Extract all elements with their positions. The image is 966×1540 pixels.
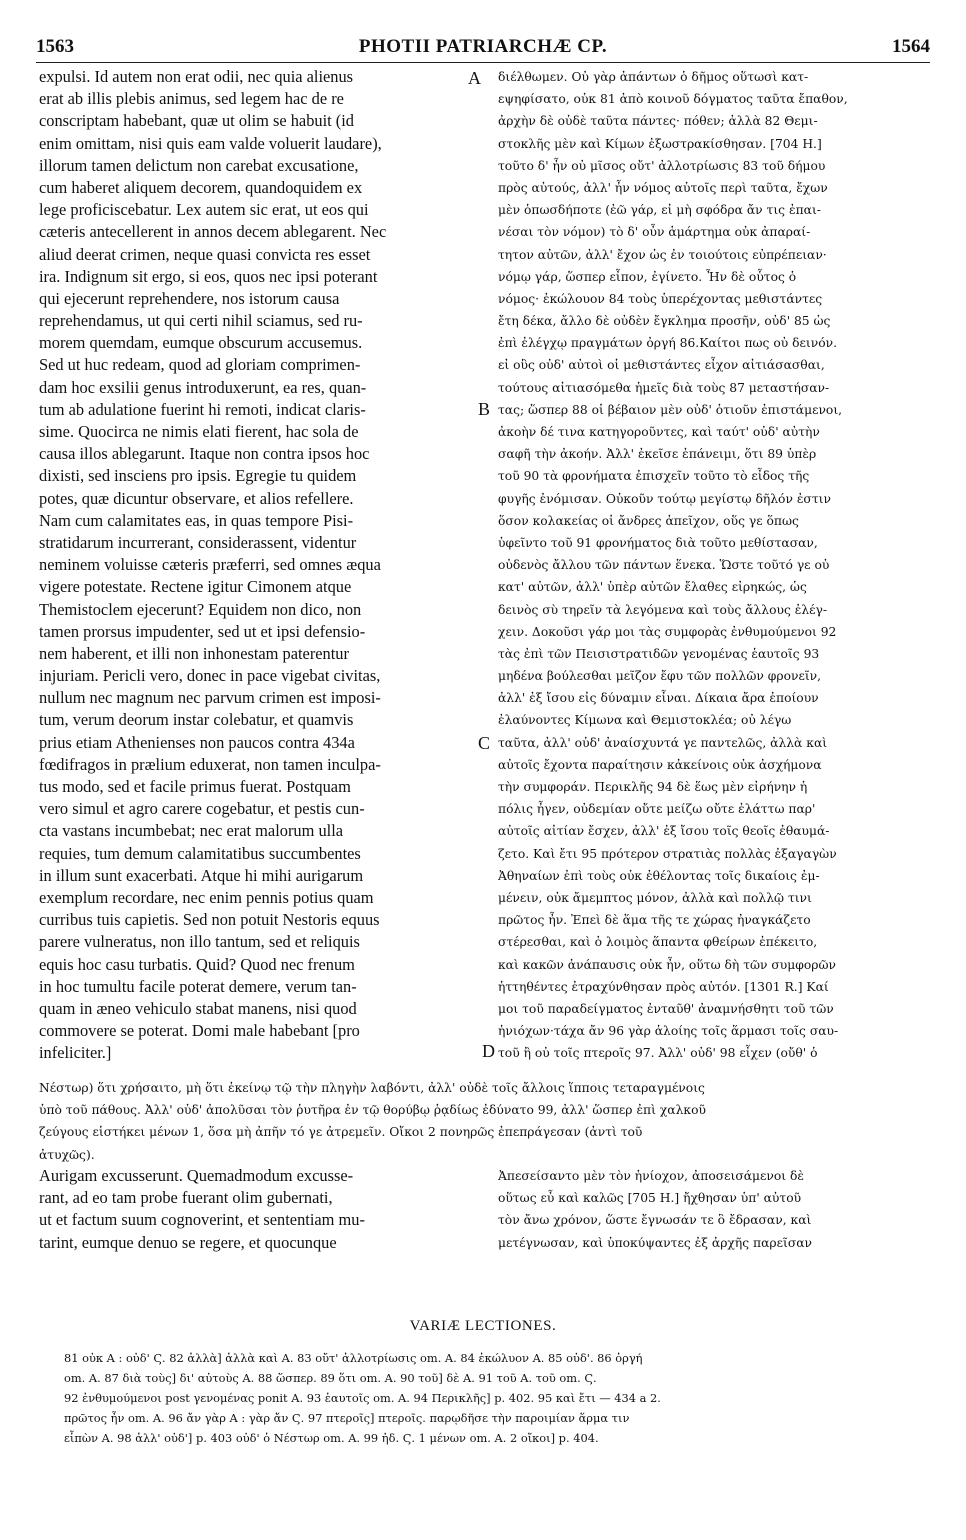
latin-text-line: lege proficiscebatur. Lex autem sic erat, ut eos qui: [39, 200, 369, 220]
variant-reading-line: 81 οὐκ A : οὐδ' Ϛ. 82 ἀλλὰ] ἀλλὰ καὶ A. 83 οὔτ' ἀλλοτρίωσις om. A. 84 ἐκώλυον A. 85 οὐδ'. 86 ὀργή: [64, 1351, 643, 1365]
greek-text-line: τας; ὥσπερ 88 οἱ βέβαιον μὲν οὐδ' ὁτιοῦν ἐπιστάμενοι,: [498, 402, 843, 417]
greek-text-line: οὐδενὸς ἄλλου τῶν πάντων ἕνεκα. Ὥστε τοῦτό γε οὐ: [498, 558, 830, 573]
latin-text-line: parere vulneratus, non illo tantum, sed et reliquis: [39, 932, 360, 952]
greek-text-line: ἐλαύνοντες Κίμωνα καὶ Θεμιστοκλέα; οὐ λέγω: [498, 713, 792, 728]
latin-text-line: reprehendamus, ut qui certi nihil sciamus, sed ru-: [39, 311, 363, 331]
latin-text-line: nem haberent, et illi non inhonestam paterentur: [39, 643, 349, 663]
variant-reading-line: om. A. 87 διὰ τοὺς] δι' αὐτοὺς A. 88 ὥσπερ. 89 ὅτι om. A. 90 τοῦ] δὲ A. 91 τοῦ A. τοῦ om. Ϛ.: [64, 1371, 597, 1385]
greek-text-line: τὸν ἄνω χρόνον, ὥστε ἔγνωσάν τε ὃ ἔδρασαν, καὶ: [498, 1213, 812, 1228]
greek-text-line: οὕτως εὖ καὶ καλῶς [705 H.] ἤχθησαν ὑπ' αὐτοῦ: [498, 1191, 802, 1206]
greek-text-line: αὐτοῖς ἔχοντα παραίτησιν κἀκείνοις οὐκ ἀσχήμονα: [498, 757, 822, 772]
greek-text-line: χειν. Δοκοῦσι γάρ μοι τὰς συμφορὰς ἐνθυμούμενοι 92: [498, 624, 837, 639]
greek-text-line: πρὸς αὐτούς, ἀλλ' ἦν νόμος αὐτοῖς περὶ ταῦτα, ἔχων: [498, 180, 828, 195]
greek-text-line: ἔτη δέκα, ἄλλο δὲ οὐδὲν ἔγκλημα προσῆν, οὐδ' 85 ὡς: [498, 314, 831, 329]
latin-text-line: tamen prorsus impudenter, sed ut et ipsi defensio-: [39, 621, 366, 641]
greek-text-line: νόμῳ γάρ, ὥσπερ εἶπον, ἐγίνετο. Ἦν δὲ οὗτος ὁ: [498, 269, 797, 284]
greek-text-line: αὐτοῖς αἰτίαν ἔσχεν, ἀλλ' ἐξ ἴσου τοῖς θεοῖς ἐθαυμά-: [498, 824, 830, 839]
greek-text-line: εἰ οὓς οὐδ' αὐτοὶ οἱ μεθιστάντες εἶχον αἰτιάσασθαι,: [498, 358, 825, 373]
greek-text-line: τὴν συμφοράν. Περικλῆς 94 δὲ ἕως μὲν εἰρήνην ἡ: [498, 780, 808, 794]
latin-text-line: vero simul et agro carere cogebatur, et pestis cun-: [39, 799, 365, 819]
greek-text-line: πόλις ἦγεν, οὐδεμίαν οὔτε μείζω οὔτε ἐλάττω παρ': [498, 802, 816, 817]
header-rule: [36, 62, 930, 63]
greek-text-line: μοι τοῦ παραδείγματος ἐνταῦθ' ἀναμνήσθητι τοῦ τῶν: [498, 1001, 834, 1016]
variant-reading-line: εἶπὼν A. 98 ἀλλ' οὐδ'] p. 403 οὐδ' ὁ Νέστωρ om. A. 99 ἠδ. Ϛ. 1 μένων om. A. 2 οἴκοι] p. 404.: [64, 1431, 599, 1445]
latin-text-line: rant, ad eo tam probe fuerant olim gubernati,: [39, 1188, 333, 1208]
latin-text-line: tum, verum deorum instar colebatur, et quamvis: [39, 710, 354, 730]
latin-text-line: Nam cum calamitates eas, in quas tempore Pisi-: [39, 510, 354, 530]
greek-text-line: ἀκοὴν δέ τινα κατηγοροῦντες, καὶ ταύτ' οὐδ' αὐτὴν: [498, 425, 820, 439]
greek-text-line: τοῦ ἢ οὐ τοῖς πτεροῖς 97. Ἀλλ' οὐδ' 98 εἶχεν (οὔθ' ὁ: [498, 1046, 818, 1061]
greek-text-line: ταῦτα, ἀλλ' οὐδ' ἀναίσχυντά γε παντελῶς, ἀλλὰ καὶ: [498, 735, 828, 750]
margin-letter-a: A: [468, 68, 481, 88]
greek-text-line: ὑφεῖντο τοῦ 91 φρονήματος διὰ τοῦτο μεθίστασαν,: [498, 535, 818, 550]
latin-text-line: tus modo, sed et facile primus fuerat. Postquam: [39, 777, 351, 796]
latin-text-line: requies, tum demum calamitatibus succumbentes: [39, 843, 361, 863]
latin-text-line: Aurigam excusserunt. Quemadmodum excusse-: [39, 1166, 354, 1185]
latin-text-line: sime. Quocirca ne nimis elati fierent, hac sola de: [39, 422, 359, 441]
latin-text-line: equis hoc casu turbatis. Quid? Quod nec frenum: [39, 954, 355, 974]
latin-text-line: morem quemdam, eumque obscurum accusemus.: [39, 333, 363, 353]
latin-text-line: Themistoclem ejecerunt? Equidem non dico, non: [39, 599, 362, 619]
latin-text-line: dixisti, sed insciens pro ipsis. Egregie tu quidem: [39, 466, 357, 486]
greek-text-line: καὶ κακῶν ἀνάπαυσις οὐκ ἦν, οὕτω δὴ τῶν συμφορῶν: [498, 957, 837, 972]
latin-text-line: illorum tamen delictum non carebat excusatione,: [39, 155, 359, 175]
latin-text-line: curribus tuis capietis. Sed non potuit Nestoris equus: [39, 910, 380, 930]
greek-text-line: διέλθωμεν. Οὐ γὰρ ἀπάντων ὁ δῆμος οὕτωσὶ κατ-: [498, 70, 809, 84]
greek-text-line: τὰς ἐπὶ τῶν Πεισιστρατιδῶν γενομένας ἑαυτοῖς 93: [498, 646, 820, 661]
latin-text-line: aliud deerat crimen, neque quasi convicta res esset: [39, 244, 371, 264]
greek-text-line: μὲν ὁπωσδήποτε (ἐῶ γάρ, εἰ μὴ σφόδρα ἄν τις ἐπαι-: [498, 203, 821, 218]
greek-text-line: σαφῆ τὴν ἀκοήν. Ἀλλ' ἐκεῖσε ἐπάνειμι, ὅτι 89 ὑπὲρ: [498, 447, 817, 462]
variae-lectiones-heading: VARIÆ LECTIONES.: [409, 1318, 557, 1334]
greek-text-line: μηδένα βούλεσθαι μεῖζον ἔφυ τῶν πολλῶν φρονεῖν,: [498, 669, 822, 684]
greek-text-line: τούτους αἰτιασόμεθα ἡμεῖς διὰ τοὺς 87 μεταστήσαν-: [498, 380, 830, 395]
running-header: [36, 36, 930, 60]
margin-letter-b: B: [478, 399, 491, 419]
greek-text-line: μένειν, οὐκ ἄμεμπτος μόνον, ἀλλὰ καὶ πολλῷ τινι: [498, 890, 812, 905]
greek-text-line: τητον αὐτῶν, ἀλλ' ἔχον ὡς ἐν τοιούτοις εὐπρέπειαν·: [498, 247, 827, 262]
latin-text-line: cum haberet aliquem decorem, quandoquidem ex: [39, 177, 363, 197]
latin-text-line: expulsi. Id autem non erat odii, nec quia alienus: [39, 67, 354, 86]
greek-text-line: ὅσον κολακείας οἱ ἄνδρες ἀπεῖχον, οὕς γε ὅπως: [498, 513, 799, 528]
greek-text-line: ζεύγους εἱστήκει μένων 1, ὅσα μὴ ἀπῆν τό γε ἀτρεμεῖν. Οἴκοι 2 πονηρῶς ἐπεπράγεσαν (ἀντὶ τοῦ: [39, 1125, 643, 1140]
latin-text-line: quam in æneo vehiculo stabat manens, nisi quod: [39, 998, 357, 1018]
greek-text-line: ἀρχὴν δὲ οὐδὲ ταῦτα πάντες· πόθεν; ἀλλὰ 82 Θεμι-: [498, 114, 818, 129]
latin-text-line: stratidarum incurrerant, considerassent, videntur: [39, 532, 357, 552]
greek-column: [498, 66, 930, 1064]
greek-text-line: δεινὸς σὺ τηρεῖν τὰ λεγόμενα καὶ τοὺς ἄλλους ἐλέγ-: [498, 602, 828, 617]
variae-lectiones-notes: [64, 1348, 930, 1448]
latin-text-line: in illum sunt exacerbati. Atque hi mihi aurigarum: [39, 865, 364, 885]
greek-text-line: στοκλῆς μὲν καὶ Κίμων ἐξωστρακίσθησαν. [704 H.]: [498, 136, 822, 151]
greek-text-line: ὑπὸ τοῦ πάθους. Ἀλλ' οὐδ' ἀπολῦσαι τὸν ῥυτῆρα ἐν τῷ θορύβῳ ῥᾳδίως ἐδύνατο 99, ἀλλ' ὥσπερ ἐπὶ χαλκοῦ: [39, 1103, 706, 1118]
running-title: PHOTII PATRIARCHÆ CP.: [358, 36, 608, 57]
greek-text-line: ἀτυχῶς).: [39, 1147, 95, 1162]
latin-text-line: dam hoc exsilii genus introduxerunt, ea res, quan-: [39, 377, 367, 397]
greek-text-line: τοῦ 90 τὰ φρονήματα ἐπισχεῖν τοῦτο τὸ εἶδος τῆς: [498, 469, 810, 484]
greek-full-width-passage: [39, 1077, 931, 1166]
latin-text-line: vigere potestate. Rectene igitur Cimonem atque: [39, 577, 352, 597]
page-number-right: 1564: [892, 36, 930, 57]
latin-text-line: cæteris antecellerent in annos decem ablegarent. Nec: [39, 222, 387, 242]
latin-text-line: injuriam. Pericli vero, donec in pace vigebat civitas,: [39, 666, 381, 686]
latin-text-line: ira. Indignum sit ergo, si eos, quos nec ipsi poterant: [39, 266, 378, 286]
greek-text-line: Ἀπεσείσαντο μὲν τὸν ἡνίοχον, ἀποσεισάμενοι δὲ: [498, 1169, 805, 1183]
margin-letter-c: C: [478, 733, 491, 753]
latin-text-line: neminem voluisse cæteris præferri, sed omnes æqua: [39, 555, 381, 575]
latin-text-line: fœdifragos in prælium eduxerat, non tamen inculpa-: [39, 754, 381, 774]
latin-column-continued: [39, 1165, 477, 1254]
latin-text-line: ut et factum suum cognoverint, et sententiam mu-: [39, 1210, 365, 1230]
latin-text-line: potes, quæ dicuntur observare, et alios refellere.: [39, 488, 354, 508]
greek-text-line: νέσαι τὸν νόμον) τὸ δ' οὖν ἁμάρτημα οὐκ ἀπαραί-: [498, 225, 811, 240]
latin-text-line: tum ab adulatione fuerint hi remoti, indicat claris-: [39, 399, 366, 419]
page-number-left: 1563: [36, 36, 74, 57]
latin-text-line: conscriptam habebant, quæ ut olim se habuit (id: [39, 111, 354, 131]
latin-text-line: in hoc tumultu facile poterat demere, verum tan-: [39, 976, 357, 996]
latin-text-line: enim omittam, nisi quis eam valde voluerit laudare),: [39, 133, 382, 153]
latin-text-line: cta vastans incumbebat; nec erat malorum ulla: [39, 821, 344, 841]
greek-text-line: κατ' αὐτῶν, ἀλλ' ὑπὲρ αὐτῶν ἔλαθες εἰρηκώς, ὡς: [498, 580, 807, 595]
variant-reading-line: 92 ἐνθυμούμενοι post γενομένας ponit A. 93 ἑαυτοῖς om. A. 94 Περικλῆς] p. 402. 95 καὶ ἔτι — 434 a 2.: [64, 1391, 661, 1405]
greek-text-line: πρῶτος ἦν. Ἐπεὶ δὲ ἅμα τῆς τε χώρας ἠναγκάζετο: [498, 913, 811, 928]
latin-text-line: prius etiam Athenienses non paucos contra 434a: [39, 732, 355, 752]
latin-text-line: Sed ut huc redeam, quod ad gloriam comprimen-: [39, 355, 361, 375]
latin-text-line: commovere se poterat. Domi male habebant [pro: [39, 1021, 360, 1041]
latin-text-line: tarint, eumque denuo se regere, et quocunque: [39, 1232, 337, 1252]
latin-text-line: causa illos ablegarunt. Itaque non contra ipsos hoc: [39, 444, 370, 464]
greek-text-line: νόμος· ἐκώλουον 84 τοὺς ὑπερέχοντας μεθιστάντες: [498, 291, 823, 306]
greek-text-line: τοῦτο δ' ἦν οὐ μῖσος οὔτ' ἀλλοτρίωσις 83 τοῦ δήμου: [498, 158, 826, 173]
greek-text-line: ἐπὶ ἐλέγχῳ πραγμάτων ὀργή 86.Καίτοι πως οὐ δεινόν.: [498, 336, 837, 351]
latin-text-line: infeliciter.]: [39, 1043, 112, 1063]
latin-column: [39, 66, 477, 1064]
latin-text-line: qui ejecerunt reprehendere, nos istorum causa: [39, 288, 340, 308]
greek-text-line: Νέστωρ) ὅτι χρήσαιτο, μὴ ὅτι ἐκείνῳ τῷ τὴν πληγὴν λαβόντι, ἀλλ' οὐδὲ τοῖς ἄλλοις ἵπποις τεταραγμένοις: [39, 1081, 705, 1095]
latin-text-line: erat ab illis plebis animus, sed legem hac de re: [39, 89, 344, 109]
greek-text-line: ἡνιόχων·τάχα ἄν 96 γὰρ ἁλοίης τοῖς ἅρμασι τοῖς σαυ-: [498, 1024, 839, 1039]
variant-reading-line: πρῶτος ἦν om. A. 96 ἄν γὰρ A : γὰρ ἄν Ϛ. 97 πτεροῖς] πτεροῖς. παρῳδῆσε τὴν παροιμίαν ἅρμα τιν: [64, 1411, 630, 1425]
greek-text-line: ζετο. Καὶ ἔτι 95 πρότερον στρατιὰς πολλὰς ἐξαγαγὼν: [498, 846, 837, 861]
latin-text-line: exemplum recordare, nec enim pennis potius quam: [39, 887, 374, 907]
greek-text-line: εψηφίσατο, οὐκ 81 ἀπὸ κοινοῦ δόγματος ταῦτα ἔπαθον,: [498, 92, 848, 107]
greek-text-line: ἀλλ' ἐξ ἴσου εἰς δύναμιν εἶναι. Δίκαια ἄρα ἐποίουν: [498, 691, 819, 706]
latin-text-line: nullum nec magnum nec parvum crimen est imposi-: [39, 688, 381, 708]
greek-text-line: ἡττηθέντες ἐτραχύνθησαν πρὸς αὐτόν. [1301 R.] Καί: [498, 979, 829, 994]
greek-text-line: Ἀθηναίων ἐπὶ τοὺς οὐκ ἐθέλοντας τοῖς δικαίοις ἐμ-: [498, 868, 820, 883]
greek-text-line: φυγῆς ἐνόμισαν. Οὐκοῦν τούτῳ μεγίστῳ δῆλόν ἐστιν: [498, 491, 831, 506]
greek-text-line: μετέγνωσαν, καὶ ὑποκύψαντες ἐξ ἀρχῆς παρεῖσαν: [498, 1235, 813, 1250]
greek-column-continued: [498, 1165, 930, 1254]
greek-text-line: στέρεσθαι, καὶ ὁ λοιμὸς ἅπαντα φθείρων ἐπέκειτο,: [498, 935, 818, 950]
margin-letter-d: D: [482, 1041, 495, 1061]
